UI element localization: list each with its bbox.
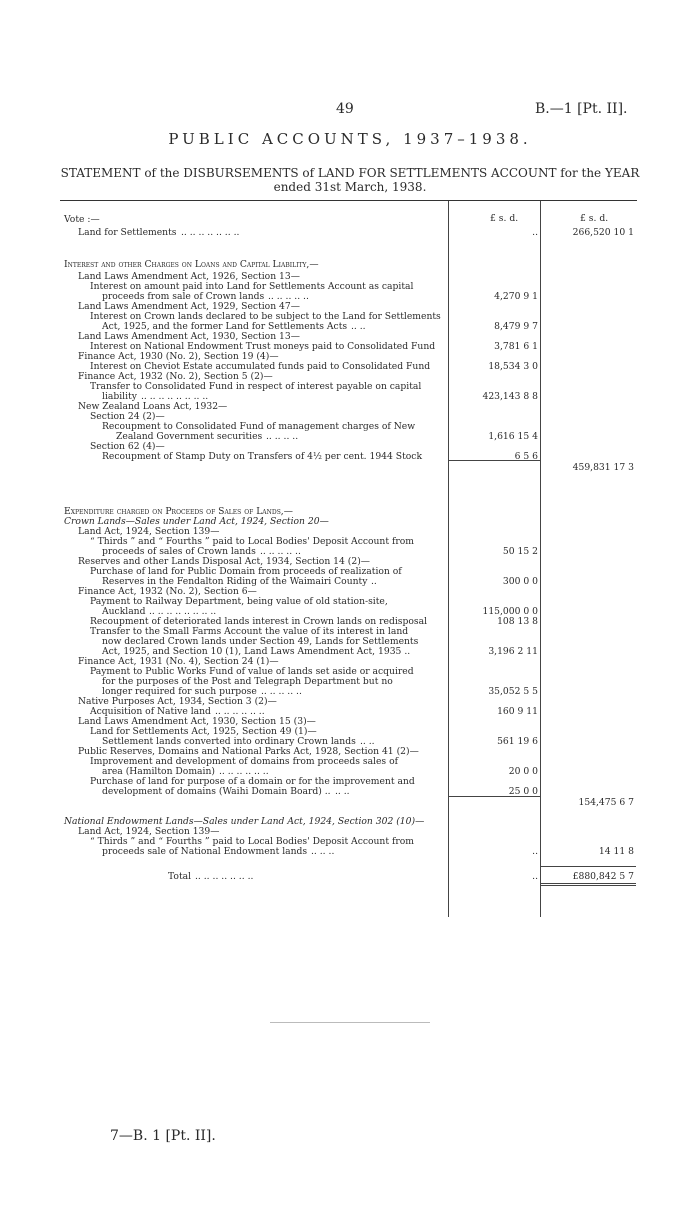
table-row <box>60 214 637 225</box>
amount-cell: .. <box>532 871 538 882</box>
column-head-1: £ s. d. <box>490 213 519 224</box>
row-label: New Zealand Loans Act, 1932— <box>78 401 228 412</box>
table-row <box>60 786 637 797</box>
row-label: Auckland <box>102 606 146 617</box>
row-label: longer required for such purpose <box>102 686 257 697</box>
row-label: now declared Crown lands under Section 49, Lands for Settlements <box>102 636 419 647</box>
leader-dots: .. .. .. .. .. .. .. .. <box>149 606 217 617</box>
row-label: Land Laws Amendment Act, 1929, Section 47— <box>78 301 300 312</box>
disbursements-table <box>60 200 637 917</box>
table-row <box>60 846 637 857</box>
row-label: Expenditure charged on Proceeds of Sales of Lands,— <box>64 506 293 517</box>
row-label: Finance Act, 1931 (No. 4), Section 24 (1)— <box>78 656 279 667</box>
amount-cell: 8,479 9 7 <box>494 321 538 332</box>
leader-dots: .. .. .. .. .. .. <box>219 766 269 777</box>
row-label: proceeds of sales of Crown lands <box>102 546 256 557</box>
amount-cell: 35,052 5 5 <box>488 686 538 697</box>
row-label: Land Laws Amendment Act, 1930, Section 15 (3)— <box>78 716 316 727</box>
row-label: area (Hamilton Domain) <box>102 766 215 777</box>
leader-dots: .. .. .. .. .. <box>260 546 301 557</box>
footer-signature: 7—B. 1 [Pt. II]. <box>110 1128 216 1144</box>
row-label: Land for Settlements <box>78 227 177 238</box>
row-label: Section 62 (4)— <box>90 441 165 452</box>
page-title: PUBLIC ACCOUNTS, 1937–1938. <box>168 130 532 148</box>
row-label: Finance Act, 1932 (No. 2), Section 5 (2)— <box>78 371 273 382</box>
leader-dots: .. .. <box>351 321 366 332</box>
sum-rule <box>540 883 636 884</box>
amount-cell: 20 0 0 <box>508 766 538 777</box>
row-label: Land Act, 1924, Section 139— <box>78 826 220 837</box>
row-label: Transfer to Consolidated Fund in respect of interest payable on capital <box>90 381 422 392</box>
table-row <box>60 797 637 808</box>
row-label: Recoupment of deteriorated lands interest in Crown lands on redisposal <box>90 616 428 627</box>
row-label: Interest and other Charges on Loans and Capital Liability,— <box>64 259 319 270</box>
row-label: Land Laws Amendment Act, 1926, Section 13— <box>78 271 300 282</box>
subtotal-cell: 459,831 17 3 <box>572 462 634 473</box>
row-label: Land Laws Amendment Act, 1930, Section 13— <box>78 331 300 342</box>
sum-rule <box>540 866 636 867</box>
amount-cell: 50 15 2 <box>502 546 538 557</box>
row-label: Reserves in the Fendalton Riding of the Waimairi County <box>102 576 368 587</box>
row-label: Interest on Cheviot Estate accumulated funds paid to Consolidated Fund <box>90 361 431 372</box>
leader-dots: .. .. .. .. .. <box>261 686 302 697</box>
row-label: Settlement lands converted into ordinary Crown lands <box>102 736 356 747</box>
statement-heading: STATEMENT of the DISBURSEMENTS of LAND FOR SETTLEMENTS ACCOUNT for the YEAR ended 31st March, 1938. <box>60 166 640 194</box>
table-row <box>60 451 637 462</box>
row-label: development of domains (Waihi Domain Board) .. <box>102 786 331 797</box>
row-label: Interest on amount paid into Land for Settlements Account as capital <box>90 281 414 292</box>
row-label: Purchase of land for purpose of a domain or for the improvement and <box>90 776 415 787</box>
row-label: Recoupment to Consolidated Fund of management charges of New <box>102 421 416 432</box>
subtotal-cell: £880,842 5 7 <box>572 871 634 882</box>
row-label: Zealand Government securities <box>116 431 263 442</box>
subtotal-cell: 14 11 8 <box>598 846 634 857</box>
footer-rule <box>270 1022 430 1023</box>
column-head-2: £ s. d. <box>580 213 609 224</box>
table-row <box>60 227 637 238</box>
amount-cell: 108 13 8 <box>497 616 538 627</box>
amount-cell: 6 5 6 <box>514 451 538 462</box>
amount-cell: 3,781 6 1 <box>494 341 538 352</box>
row-label: Section 24 (2)— <box>90 411 165 422</box>
row-label: National Endowment Lands—Sales under Land Act, 1924, Section 302 (10)— <box>64 816 425 827</box>
leader-dots: .. .. .. .. .. .. .. <box>195 871 254 882</box>
row-label: Interest on National Endowment Trust moneys paid to Consolidated Fund <box>90 341 436 352</box>
leader-dots: .. .. <box>360 736 375 747</box>
row-label: proceeds from sale of Crown lands <box>102 291 265 302</box>
row-label: Native Purposes Act, 1934, Section 3 (2)— <box>78 696 277 707</box>
row-label: liability <box>102 391 137 402</box>
leader-dots: .. .. .. .. .. .. .. .. <box>141 391 209 402</box>
amount-cell: 4,270 9 1 <box>494 291 538 302</box>
table-row <box>60 259 637 270</box>
leader-dots: .. .. .. .. .. .. .. <box>181 227 240 238</box>
document-reference: B.—1 [Pt. II]. <box>535 101 628 117</box>
leader-dots: .. .. .. .. .. <box>268 291 309 302</box>
row-label: Vote :— <box>64 214 100 225</box>
row-label: Improvement and development of domains from proceeds sales of <box>90 756 399 767</box>
subtotal-cell: 154,475 6 7 <box>578 797 634 808</box>
amount-cell: 1,616 15 4 <box>488 431 538 442</box>
row-label: Finance Act, 1930 (No. 2), Section 19 (4)— <box>78 351 279 362</box>
row-label: Payment to Railway Department, being value of old station-site, <box>90 596 388 607</box>
row-label: Transfer to the Small Farms Account the value of its interest in land <box>90 626 409 637</box>
subtotal-cell: 266,520 10 1 <box>572 227 634 238</box>
leader-dots: .. <box>371 576 377 587</box>
row-label: “ Thirds ” and “ Fourths ” paid to Local Bodies' Deposit Account from <box>90 536 414 547</box>
row-label: Reserves and other Lands Disposal Act, 1934, Section 14 (2)— <box>78 556 370 567</box>
row-label: for the purposes of the Post and Telegraph Department but no <box>102 676 393 687</box>
sum-rule <box>448 796 540 797</box>
table-row <box>60 462 637 473</box>
row-label: Public Reserves, Domains and National Parks Act, 1928, Section 41 (2)— <box>78 746 419 757</box>
amount-cell: 160 9 11 <box>497 706 538 717</box>
leader-dots: .. .. .. <box>311 846 335 857</box>
row-label: Land for Settlements Act, 1925, Section 49 (1)— <box>90 726 317 737</box>
amount-cell: 25 0 0 <box>508 786 538 797</box>
row-label: Act, 1925, and the former Land for Settlements Acts <box>102 321 348 332</box>
amount-cell: .. <box>532 227 538 238</box>
amount-cell: 18,534 3 0 <box>488 361 538 372</box>
row-label: “ Thirds ” and “ Fourths ” paid to Local Bodies' Deposit Account from <box>90 836 414 847</box>
row-label: Total <box>168 871 192 882</box>
row-label: Acquisition of Native land <box>90 706 211 717</box>
leader-dots: .. .. <box>335 786 350 797</box>
row-label: proceeds sale of National Endowment lands <box>102 846 308 857</box>
table-row <box>60 871 637 882</box>
row-label: Payment to Public Works Fund of value of lands set aside or acquired <box>90 666 414 677</box>
amount-cell: 3,196 2 11 <box>488 646 538 657</box>
amount-cell: 423,143 8 8 <box>482 391 538 402</box>
row-label: Land Act, 1924, Section 139— <box>78 526 220 537</box>
row-label: Act, 1925, and Section 10 (1), Land Laws Amendment Act, 1935 .. <box>102 646 411 657</box>
amount-cell: 300 0 0 <box>502 576 538 587</box>
row-label: Interest on Crown lands declared to be subject to the Land for Settlements <box>90 311 441 322</box>
leader-dots: .. .. .. .. .. .. <box>215 706 265 717</box>
row-label: Recoupment of Stamp Duty on Transfers of 4½ per cent. 1944 Stock <box>102 451 423 462</box>
leader-dots: .. .. .. .. <box>266 431 299 442</box>
row-label: Finance Act, 1932 (No. 2), Section 6— <box>78 586 257 597</box>
amount-cell: 561 19 6 <box>497 736 538 747</box>
sum-rule <box>448 460 540 461</box>
amount-cell: 115,000 0 0 <box>482 606 538 617</box>
amount-cell: .. <box>532 846 538 857</box>
row-label: Purchase of land for Public Domain from proceeds of realization of <box>90 566 402 577</box>
sum-rule <box>540 885 636 886</box>
row-label: Crown Lands—Sales under Land Act, 1924, Section 20— <box>64 516 329 527</box>
page-number: 49 <box>336 101 354 117</box>
